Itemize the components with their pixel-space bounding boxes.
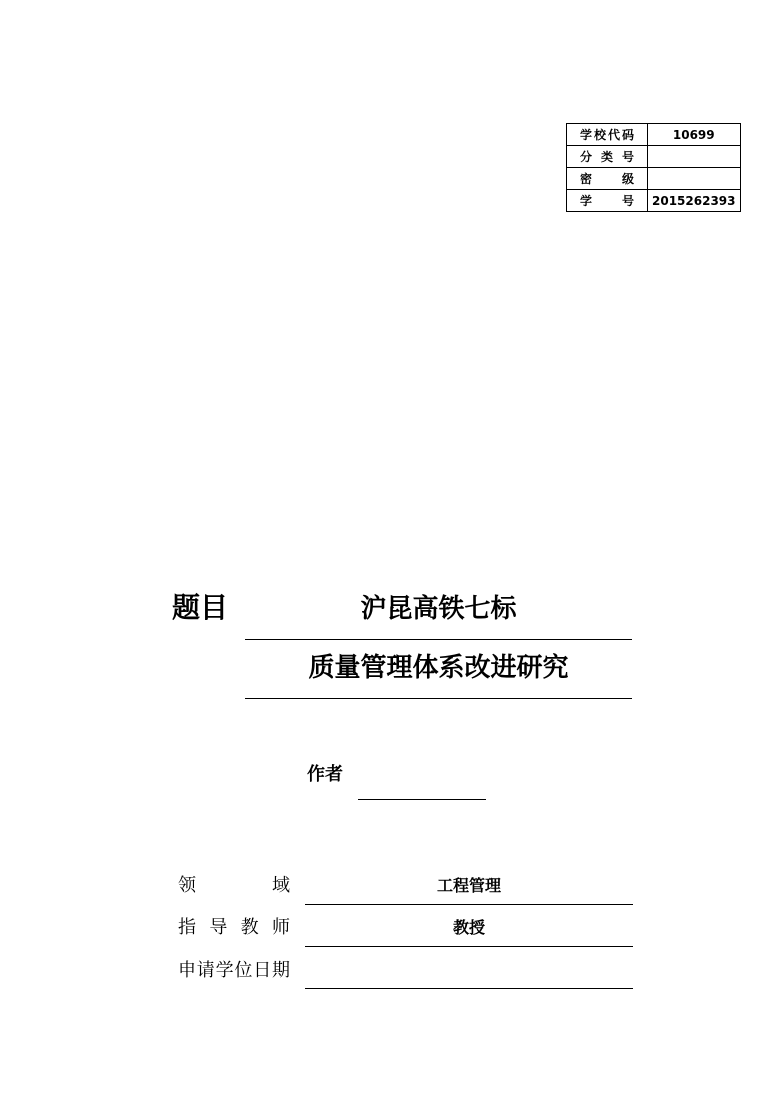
field-underline xyxy=(305,904,633,905)
label-char: 导 xyxy=(209,917,228,938)
supervisor-label xyxy=(178,913,290,939)
label-char: 教 xyxy=(240,917,259,938)
security-level-row xyxy=(567,168,741,190)
thesis-title-line2: 质量管理体系改进研究 xyxy=(308,653,569,683)
title-underline-1 xyxy=(245,639,632,640)
label-char: 领 xyxy=(178,875,196,896)
label-char: 位 xyxy=(234,960,253,981)
label-char: 申 xyxy=(178,960,196,981)
label-char: 学 xyxy=(215,960,234,981)
student-id-row xyxy=(567,190,741,212)
field-value: 工程管理 xyxy=(436,876,501,895)
label-char: 校 xyxy=(593,128,606,142)
author-underline xyxy=(358,799,486,800)
supervisor-underline xyxy=(305,946,633,947)
label-char: 师 xyxy=(271,917,290,938)
degree-date-underline xyxy=(305,988,633,989)
student-id-value: 2015262393 xyxy=(648,190,741,212)
label-char: 请 xyxy=(196,960,215,981)
classification-value xyxy=(648,146,741,168)
label-char: 指 xyxy=(178,917,196,938)
label-char: 域 xyxy=(272,875,290,896)
title-underline-2 xyxy=(245,698,632,699)
label-char: 期 xyxy=(271,960,290,981)
title-label: 题目 xyxy=(172,591,229,624)
security-level-label xyxy=(567,168,648,190)
label-char: 级 xyxy=(621,172,634,186)
label-char: 号 xyxy=(621,194,634,208)
degree-date-label xyxy=(178,956,290,982)
author-label: 作者 xyxy=(307,764,343,785)
label-char: 代 xyxy=(607,128,620,142)
thesis-title-line1: 沪昆高铁七标 xyxy=(360,594,517,624)
school-code-value: 10699 xyxy=(648,124,741,146)
label-char: 日 xyxy=(253,960,272,981)
field-label xyxy=(178,871,290,897)
security-level-value xyxy=(648,168,741,190)
student-id-label xyxy=(567,190,648,212)
label-char: 码 xyxy=(621,128,634,142)
label-char: 分 xyxy=(580,150,593,164)
school-code-label xyxy=(567,124,648,146)
school-info-table xyxy=(566,123,741,212)
label-char: 类 xyxy=(600,150,613,164)
label-char: 学 xyxy=(580,128,593,142)
label-char: 密 xyxy=(580,172,593,186)
school-code-row xyxy=(567,124,741,146)
supervisor-value: 教授 xyxy=(452,918,485,937)
classification-label xyxy=(567,146,648,168)
classification-row xyxy=(567,146,741,168)
label-char: 学 xyxy=(580,194,593,208)
label-char: 号 xyxy=(621,150,634,164)
